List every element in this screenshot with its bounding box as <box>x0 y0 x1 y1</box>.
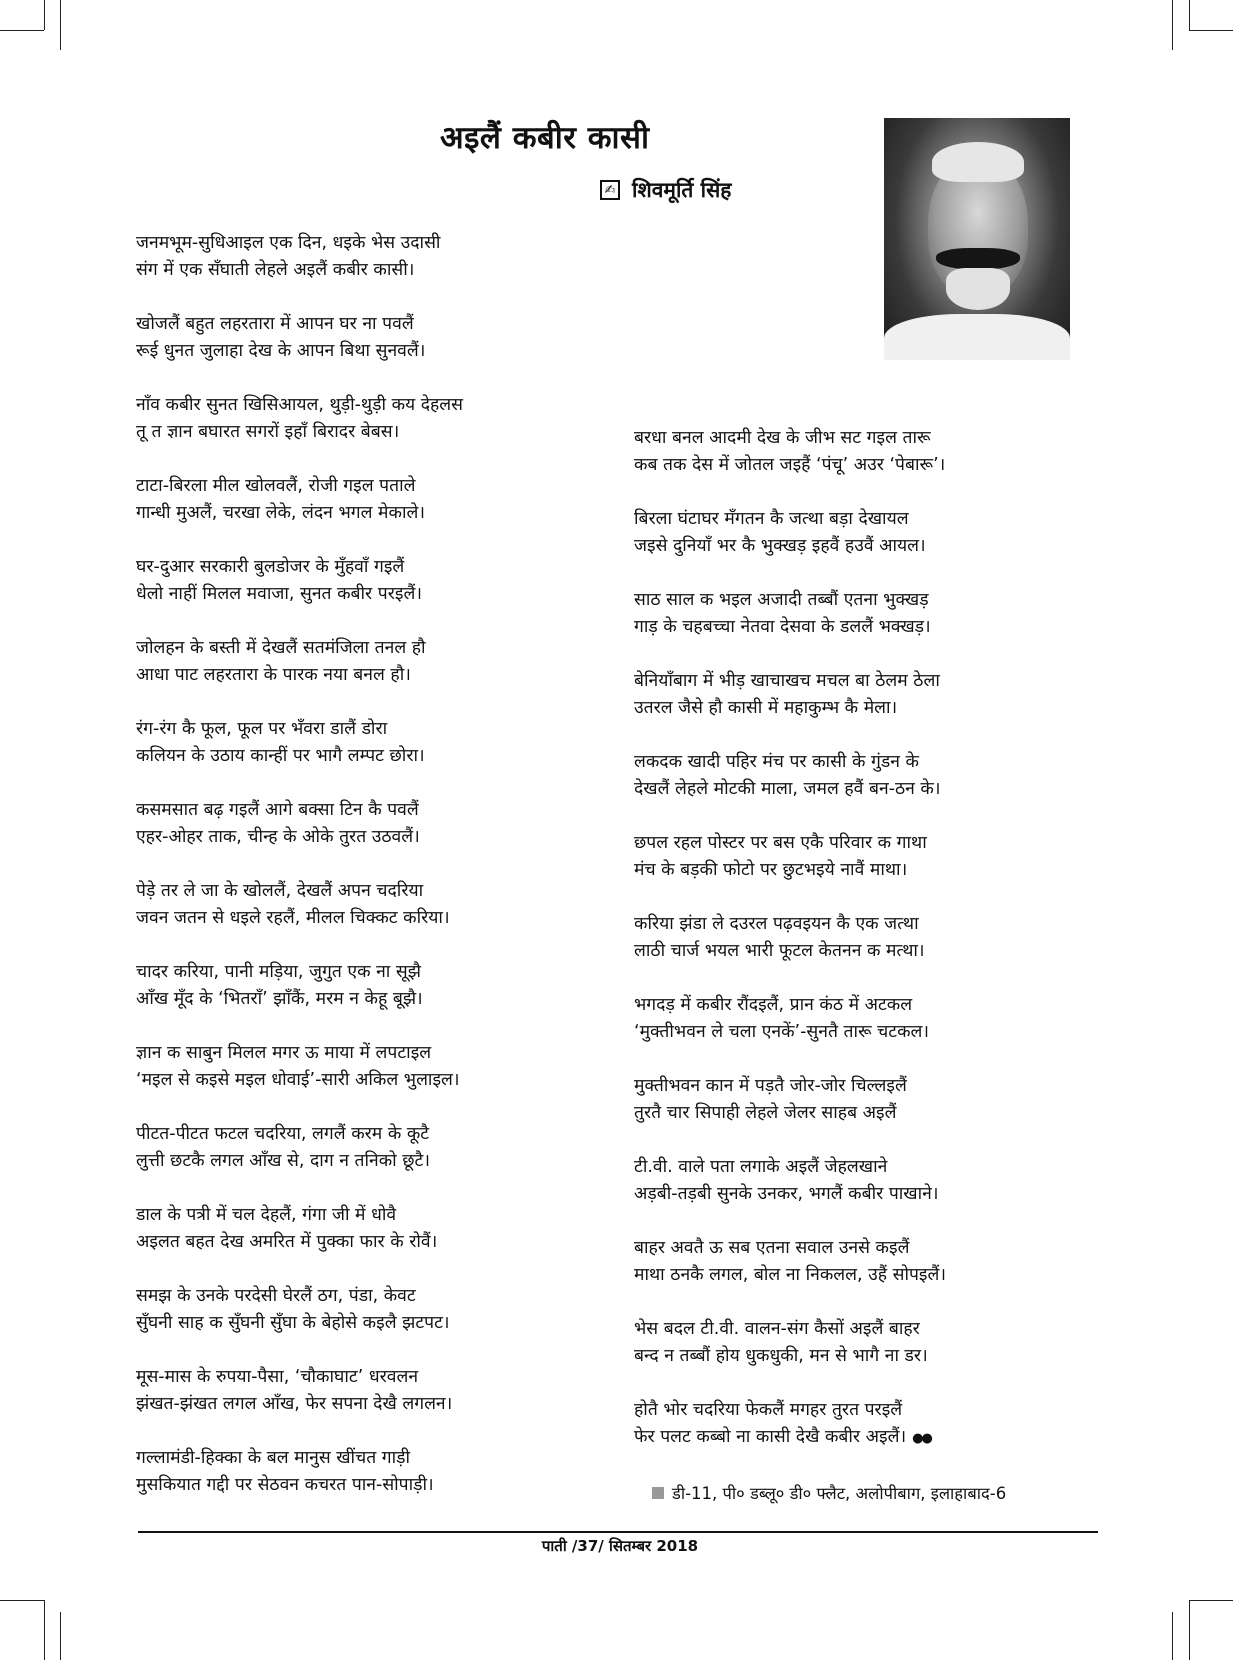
poem-stanza <box>136 473 556 527</box>
poem-stanza <box>634 425 1034 479</box>
poem-line: रूई धुनत जुलाहा देख के आपन बिथा सुनवलैं। <box>136 341 426 361</box>
poem-stanza <box>136 959 556 1013</box>
poem-line: तू त ज्ञान बघारत सगरों इहाँ बिरादर बेबस। <box>136 422 400 442</box>
poem-line: साठ साल क भइल अजादी तब्बौं एतना भुक्खड़ <box>634 590 929 610</box>
poem-line: देखलैं लेहले मोटकी माला, जमल हवैं बन-ठन के। <box>634 779 941 799</box>
poem-stanza <box>634 992 1034 1046</box>
poem-line: जवन जतन से धइले रहलैं, मीलल चिक्कट करिया। <box>136 908 450 928</box>
photo-beard <box>946 268 1010 310</box>
poem-line: संग में एक सँघाती लेहले अइलैं कबीर कासी। <box>136 260 415 280</box>
poem-line: करिया झंडा ले दउरल पढ़वइयन कै एक जत्था <box>634 914 919 934</box>
poem-stanza <box>136 1040 556 1094</box>
poem-line: चादर करिया, पानी मड़िया, जुगुत एक ना सूझै <box>136 962 421 982</box>
poem-line: ‘मइल से कइसे मइल धोवाई’-सारी अकिल भुलाइल। <box>136 1070 460 1090</box>
crop-mark <box>0 1600 44 1601</box>
poem-line: जइसे दुनियाँ भर कै भुक्खड़ इहवैं हउवैं आयल। <box>634 536 926 556</box>
poem-line: खोजलैं बहुत लहरतारा में आपन घर ना पवलैं <box>136 314 414 334</box>
poem-stanza <box>136 311 556 365</box>
author-name: शिवमूर्ति सिंह <box>632 178 732 202</box>
address-text: डी-11, पी० डब्लू० डी० फ्लैट, अलोपीबाग, इलाहाबाद-6 <box>672 1484 1007 1503</box>
poem-line: झंखत-झंखत लगल आँख, फेर सपना देखै लगलन। <box>136 1394 453 1414</box>
poem-line: मुसकियात गद्दी पर सेठवन कचरत पान-सोपाड़ी। <box>136 1475 434 1495</box>
poem-stanza <box>634 506 1034 560</box>
poem-line: जोलहन के बस्ती में देखलैं सतमंजिला तनल हौ <box>136 638 426 658</box>
article-title: अइलैं कबीर कासी <box>440 120 650 156</box>
poem-stanza <box>136 1364 556 1418</box>
poem-line: होतै भोर चदरिया फेकलैं मगहर तुरत परइलैं <box>634 1400 903 1420</box>
poem-stanza <box>634 911 1034 965</box>
poem-line: आँख मूँद के ‘भितराँ’ झाँकैं, मरम न केहू बूझै। <box>136 989 423 1009</box>
poem-line: माथा ठनकै लगल, बोल ना निकलल, उहैं सोपइलैं। <box>634 1265 947 1285</box>
poem-stanza <box>136 1283 556 1337</box>
poem-line: बाहर अवतै ऊ सब एतना सवाल उनसे कइलैं <box>634 1238 910 1258</box>
poem-line: मुक्तीभवन कान में पड़तै जोर-जोर चिल्लइलैं <box>634 1076 907 1096</box>
crop-mark <box>1189 1600 1190 1660</box>
poem-line: गल्लामंडी-हिक्का के बल मानुस खींचत गाड़ी <box>136 1448 411 1468</box>
poem-line: छपल रहल पोस्टर पर बस एकै परिवार क गाथा <box>634 833 927 853</box>
crop-mark <box>1189 30 1233 31</box>
poem-stanza <box>634 668 1034 722</box>
poem-line: फेर पलट कब्बो ना कासी देखै कबीर अइलैं। <box>634 1427 907 1447</box>
poem-line: घर-दुआर सरकारी बुलडोजर के मुँहवाँ गइलैं <box>136 557 405 577</box>
poem-line: नाँव कबीर सुनत खिसिआयल, थुड़ी-थुड़ी कय देहलस <box>136 395 464 415</box>
poem-line: मूस-मास के रुपया-पैसा, ‘चौकाघाट’ धरवलन <box>136 1367 419 1387</box>
poem-stanza <box>136 230 556 284</box>
poem-stanza <box>136 392 556 446</box>
crop-mark <box>0 30 44 31</box>
poem-line: ज्ञान क साबुन मिलल मगर ऊ माया में लपटाइल <box>136 1043 432 1063</box>
poem-line: लकदक खादी पहिर मंच पर कासी के गुंडन के <box>634 752 919 772</box>
poem-stanza <box>634 1316 1034 1370</box>
author-photo <box>884 118 1070 360</box>
poem-line: डाल के पत्री में चल देहलैं, गंगा जी में धोवै <box>136 1205 397 1225</box>
poem-line: आधा पाट लहरतारा के पारक नया बनल हौ। <box>136 665 411 685</box>
poem-stanza <box>136 797 556 851</box>
poem-line: टी.वी. वाले पता लगाके अइलैं जेहलखाने <box>634 1157 888 1177</box>
poem-line: मंच के बड़की फोटो पर छुटभइये नावैं माथा। <box>634 860 908 880</box>
pen-icon: ✍ <box>600 180 620 200</box>
poem-line: भेस बदल टी.वी. वालन-संग कैसों अइलैं बाहर <box>634 1319 920 1339</box>
poem-line: बेनियाँबाग में भीड़ खाचाखच मचल बा ठेलम ठेला <box>634 671 940 691</box>
poem-stanza <box>634 1397 1034 1452</box>
poem-stanza <box>136 1121 556 1175</box>
poem-line: तुरतै चार सिपाही लेहले जेलर साहब अइलैं <box>634 1103 897 1123</box>
poem-stanza <box>136 1445 556 1499</box>
poem-line: उतरल जैसे हौ कासी में महाकुम्भ कै मेला। <box>634 698 898 718</box>
poem-line: अइलत बहत देख अमरित में पुक्का फार के रोवैं। <box>136 1232 438 1252</box>
poem-stanza <box>136 716 556 770</box>
author-address <box>652 1481 1006 1504</box>
poem-line: कलियन के उठाय कान्हीं पर भागै लम्पट छोरा। <box>136 746 425 766</box>
crop-mark <box>1189 0 1190 30</box>
poem-line: कसमसात बढ़ गइलैं आगे बक्सा टिन कै पवलैं <box>136 800 419 820</box>
photo-mustache <box>936 248 1020 270</box>
poem-line: अड़बी-तड़बी सुनके उनकर, भगलैं कबीर पाखाने। <box>634 1184 939 1204</box>
poem-line: टाटा-बिरला मील खोलवलैं, रोजी गइल पताले <box>136 476 416 496</box>
poem-line: बरधा बनल आदमी देख के जीभ सट गइल तारू <box>634 428 931 448</box>
crop-mark <box>60 1612 61 1660</box>
poem-line: गान्धी मुअलैं, चरखा लेके, लंदन भगल मेकाले। <box>136 503 425 523</box>
poem-stanza <box>634 749 1034 803</box>
poem-column-right <box>634 425 1034 1479</box>
poem-line: बिरला घंटाघर मँगतन कै जत्था बड़ा देखायल <box>634 509 909 529</box>
poem-column-left <box>136 230 556 1526</box>
crop-mark <box>1172 0 1173 50</box>
poem-line: कब तक देस में जोतल जइहैं ‘पंचू’ अउर ‘पेबारू’। <box>634 455 946 475</box>
poem-line: सुँघनी साह क सुँघनी सुँघा के बेहोसे कइलै झटपट। <box>136 1313 450 1333</box>
poem-line: ‘मुक्तीभवन ले चला एनकें’-सुनतै तारू चटकल। <box>634 1022 930 1042</box>
poem-stanza <box>634 1154 1034 1208</box>
crop-mark <box>1189 1600 1233 1601</box>
author-byline <box>600 176 731 204</box>
footer-rule <box>138 1531 1098 1533</box>
poem-line: गाड़ के चहबच्चा नेतवा देसवा के डललैं भक्खड़। <box>634 617 931 637</box>
photo-hair <box>932 142 1024 182</box>
poem-line: बन्द न तब्बौं होय धुकधुकी, मन से भागै ना डर। <box>634 1346 928 1366</box>
poem-stanza <box>634 1073 1034 1127</box>
poem-line: धेलो नाहीं मिलल मवाजा, सुनत कबीर परइलैं। <box>136 584 422 604</box>
crop-mark <box>44 0 45 30</box>
poem-stanza <box>136 1202 556 1256</box>
poem-line: एहर-ओहर ताक, चीन्ह के ओके तुरत उठवलैं। <box>136 827 420 847</box>
poem-stanza <box>136 635 556 689</box>
poem-line: लाठी चार्ज भयल भारी फूटल केतनन क मत्था। <box>634 941 925 961</box>
poem-stanza <box>136 878 556 932</box>
crop-mark <box>44 1600 45 1660</box>
poem-stanza <box>136 554 556 608</box>
poem-stanza <box>634 1235 1034 1289</box>
end-mark: ●● <box>912 1431 931 1446</box>
poem-stanza <box>634 830 1034 884</box>
poem-line-final <box>634 1424 1034 1452</box>
poem-line: पीटत-पीटत फटल चदरिया, लगलैं करम के कूटै <box>136 1124 430 1144</box>
poem-line: जनमभूम-सुधिआइल एक दिन, धइके भेस उदासी <box>136 233 441 253</box>
crop-mark <box>60 0 61 50</box>
square-bullet-icon <box>652 1487 664 1499</box>
poem-stanza <box>634 587 1034 641</box>
page-footer: पाती /37/ सितम्बर 2018 <box>541 1537 699 1555</box>
poem-line: रंग-रंग कै फूल, फूल पर भँवरा डालैं डोरा <box>136 719 388 739</box>
photo-shirt <box>884 314 1070 360</box>
poem-line: पेड़े तर ले जा के खोललैं, देखलैं अपन चदरिया <box>136 881 424 901</box>
poem-line: भगदड़ में कबीर रौंदइलैं, प्रान कंठ में अटकल <box>634 995 913 1015</box>
crop-mark <box>1172 1612 1173 1660</box>
poem-line: लुत्ती छटकै लगल आँख से, दाग न तनिको छूटै। <box>136 1151 430 1171</box>
poem-line: समझ के उनके परदेसी घेरलैं ठग, पंडा, केवट <box>136 1286 416 1306</box>
